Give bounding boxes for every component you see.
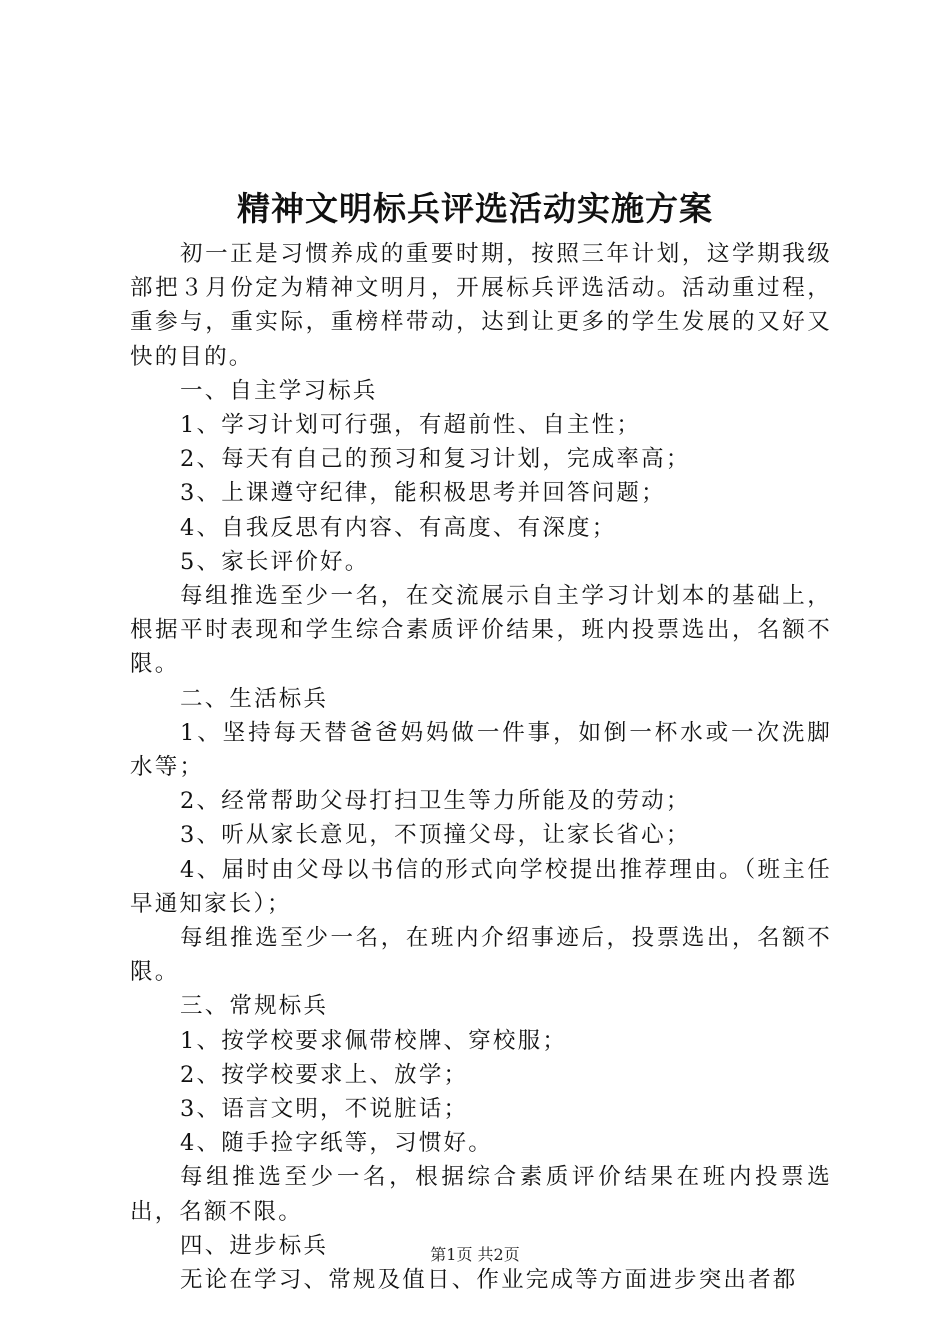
section-heading-progress: 四、进步标兵	[180, 1232, 329, 1259]
list-item: 2、经常帮助父母打扫卫生等力所能及的劳动；	[180, 788, 691, 815]
list-item: 3、听从家长意见，不顶撞父母，让家长省心；	[180, 822, 691, 849]
list-item: 3、上课遵守纪律，能积极思考并回答问题；	[180, 480, 666, 507]
list-item: 1、学习计划可行强，有超前性、自主性；	[180, 412, 642, 439]
paragraph-progress: 无论在学习、常规及值日、作业完成等方面进步突出者都	[180, 1267, 798, 1294]
list-item: 2、每天有自己的预习和复习计划，完成率高；	[180, 446, 691, 473]
list-item: 2、按学校要求上、放学；	[180, 1061, 469, 1088]
paragraph-selection-rule: 每组推选至少一名，根据综合素质评价结果在班内投票选出，名额不限。	[130, 1164, 832, 1225]
list-item: 5、家长评价好。	[180, 548, 370, 575]
list-item: 4、自我反思有内容、有高度、有深度；	[180, 514, 617, 541]
list-item: 1、坚持每天替爸爸妈妈做一件事，如倒一杯水或一次洗脚水等；	[130, 719, 832, 781]
page-footer: 第1页 共2页	[430, 1245, 520, 1264]
paragraph-selection-rule: 每组推选至少一名，在交流展示自主学习计划本的基础上，根据平时表现和学生综合素质评价结果，班内投票选出，名额不限。	[130, 583, 832, 678]
list-item: 1、按学校要求佩带校牌、穿校服；	[180, 1027, 568, 1054]
list-item: 3、语言文明，不说脏话；	[180, 1096, 469, 1123]
document-body	[130, 237, 832, 1297]
paragraph-intro: 初一正是习惯养成的重要时期，按照三年计划，这学期我级部把３月份定为精神文明月，开展标兵评选活动。活动重过程，重参与，重实际，重榜样带动，达到让更多的学生发展的又好又快的目的。	[130, 241, 832, 370]
paragraph-selection-rule: 每组推选至少一名，在班内介绍事迹后，投票选出，名额不限。	[130, 925, 832, 986]
list-item: 4、随手捡字纸等，习惯好。	[180, 1130, 493, 1157]
section-heading-self-study: 一、自主学习标兵	[180, 377, 378, 404]
section-heading-routine: 三、常规标兵	[180, 993, 329, 1020]
section-heading-life: 二、生活标兵	[180, 685, 329, 712]
document-title: 精神文明标兵评选活动实施方案	[237, 189, 713, 228]
list-item: 4、届时由父母以书信的形式向学校提出推荐理由。（班主任早通知家长）；	[130, 856, 832, 917]
